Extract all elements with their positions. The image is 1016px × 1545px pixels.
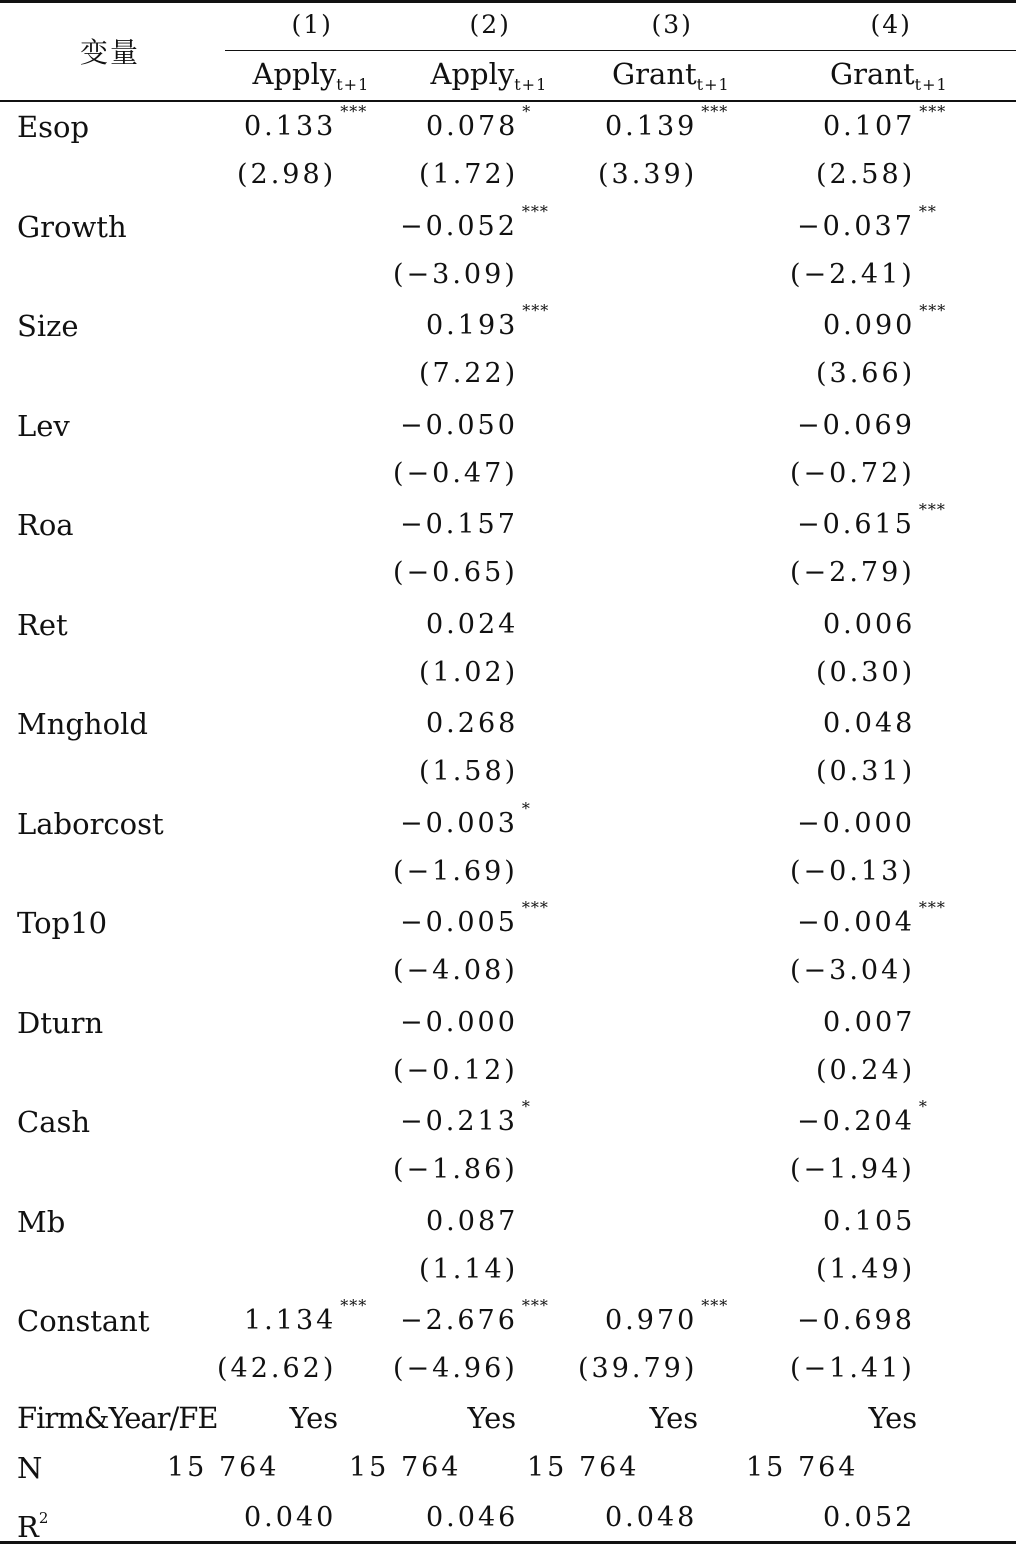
- row-label-ret: Ret: [17, 607, 68, 642]
- column-number-2: (2): [469, 10, 511, 39]
- bottom-rule: [0, 1541, 1016, 1544]
- row-label-lev: Lev: [17, 408, 70, 443]
- significance-stars: ***: [521, 898, 549, 917]
- row-label-roa: Roa: [17, 508, 74, 542]
- fe-cell: Yes: [868, 1401, 918, 1435]
- row-label-cash: Cash: [17, 1105, 91, 1139]
- t-stat-cell: (2.98): [237, 159, 337, 190]
- column-number-3: (3): [651, 10, 693, 39]
- column-dep-var-1: Apply$_{t+1}$: [252, 57, 370, 94]
- coef-cell: 0.087: [426, 1205, 519, 1237]
- significance-stars: ***: [701, 102, 729, 121]
- fe-cell: Yes: [289, 1401, 339, 1435]
- significance-stars: ***: [701, 1296, 729, 1315]
- coef-cell: −0.003 *: [400, 798, 531, 839]
- t-stat-cell: (2.58): [816, 159, 916, 190]
- t-stat-cell: (39.79): [578, 1353, 698, 1384]
- n-cell: 15 764: [746, 1452, 859, 1483]
- t-stat-cell: (1.14): [419, 1253, 519, 1285]
- n-cell: 15 764: [527, 1452, 640, 1483]
- t-stat-cell: (−0.65): [393, 557, 518, 588]
- n-cell: 15 764: [349, 1452, 462, 1483]
- coef-cell: −0.004 ***: [797, 898, 946, 938]
- coef-cell: −0.204 *: [797, 1097, 928, 1137]
- r2-cell: 0.048: [605, 1502, 698, 1533]
- row-label-growth: Growth: [17, 209, 127, 244]
- t-stat-cell: (1.72): [419, 159, 519, 190]
- row-label-dturn: Dturn: [17, 1005, 104, 1040]
- t-stat-cell: (0.31): [816, 756, 916, 787]
- coef-cell: −0.037 **: [797, 201, 937, 242]
- t-stat-cell: (−4.08): [393, 955, 518, 986]
- t-stat-cell: (−1.86): [393, 1154, 518, 1185]
- row-label-top10: Top10: [17, 906, 108, 940]
- t-stat-cell: (42.62): [217, 1353, 337, 1384]
- t-stat-cell: (3.39): [598, 159, 698, 190]
- t-stat-cell: (−4.96): [393, 1353, 518, 1384]
- coef-cell: 0.048: [823, 708, 916, 739]
- significance-stars: ***: [522, 301, 550, 320]
- t-stat-cell: (−1.69): [393, 855, 518, 887]
- row-label-esop: Esop: [17, 110, 90, 144]
- significance-stars: ***: [919, 301, 947, 320]
- row-label-fixed-effects: Firm&Year/FE: [17, 1401, 218, 1435]
- r2-cell: 0.046: [426, 1502, 519, 1533]
- significance-stars: ***: [521, 1296, 549, 1315]
- significance-stars: ***: [918, 500, 946, 519]
- row-label-mnghold: Mnghold: [17, 707, 148, 741]
- significance-stars: *: [521, 1097, 531, 1116]
- t-stat-cell: (−2.79): [790, 557, 915, 588]
- coef-cell: 0.078 *: [426, 102, 532, 142]
- column-dep-var-2: Apply$_{t+1}$: [430, 57, 548, 94]
- column-dep-var-3: Grant$_{t+1}$: [612, 57, 730, 94]
- significance-stars: *: [918, 1097, 928, 1116]
- significance-stars: *: [522, 102, 532, 121]
- t-stat-cell: (1.58): [419, 756, 519, 787]
- column-number-1: (1): [291, 10, 333, 39]
- coef-cell: 0.970 ***: [605, 1296, 729, 1336]
- row-label-n: N: [17, 1451, 43, 1485]
- coef-cell: 0.006: [823, 608, 916, 640]
- column-dep-var-4: Grant$_{t+1}$: [830, 57, 948, 94]
- coef-cell: 0.107 ***: [823, 102, 947, 142]
- row-label-r-squared: $R^2$: [17, 1509, 49, 1544]
- t-stat-cell: (−3.09): [393, 258, 518, 290]
- header-column-rule: [225, 50, 1016, 51]
- fe-cell: Yes: [467, 1401, 517, 1435]
- coef-cell: 0.133 ***: [244, 102, 368, 142]
- r2-cell: 0.052: [823, 1502, 916, 1533]
- coef-cell: −0.069: [797, 409, 915, 441]
- t-stat-cell: (−0.47): [393, 457, 518, 489]
- n-cell: 15 764: [167, 1452, 280, 1483]
- significance-stars: ***: [918, 898, 946, 917]
- coef-cell: 0.193 ***: [426, 301, 550, 341]
- t-stat-cell: (−0.13): [790, 855, 915, 887]
- significance-stars: *: [521, 798, 531, 818]
- t-stat-cell: (−2.41): [790, 258, 915, 290]
- coef-cell: −0.213 *: [400, 1097, 531, 1137]
- t-stat-cell: (7.22): [419, 358, 519, 389]
- t-stat-cell: (−3.04): [790, 955, 915, 986]
- coef-cell: −0.698: [797, 1305, 915, 1336]
- t-stat-cell: (−1.94): [790, 1154, 915, 1185]
- row-label-constant: Constant: [17, 1304, 150, 1338]
- significance-stars: ***: [919, 102, 947, 121]
- coef-cell: 0.268: [426, 708, 519, 739]
- t-stat-cell: (1.49): [816, 1253, 916, 1285]
- t-stat-cell: (0.30): [816, 656, 916, 688]
- fe-cell: Yes: [649, 1401, 699, 1435]
- t-stat-cell: (1.02): [419, 656, 519, 688]
- r2-cell: 0.040: [244, 1502, 337, 1533]
- coef-cell: −0.615 ***: [797, 500, 946, 540]
- significance-stars: **: [918, 201, 937, 221]
- coef-cell: −2.676 ***: [400, 1296, 549, 1336]
- coef-cell: 1.134 ***: [244, 1296, 368, 1336]
- coef-cell: 0.105: [823, 1205, 916, 1237]
- top-rule: [0, 0, 1016, 3]
- row-label-laborcost: Laborcost: [17, 806, 164, 841]
- significance-stars: ***: [521, 201, 549, 221]
- t-stat-cell: (−0.72): [790, 457, 915, 489]
- coef-cell: 0.090 ***: [823, 301, 947, 341]
- coef-cell: 0.007: [823, 1006, 916, 1038]
- column-number-4: (4): [870, 10, 912, 39]
- coef-cell: −0.052 ***: [400, 201, 549, 242]
- t-stat-cell: (0.24): [816, 1054, 916, 1086]
- coef-cell: −0.005 ***: [400, 898, 549, 938]
- t-stat-cell: (−0.12): [393, 1054, 518, 1086]
- significance-stars: ***: [340, 102, 368, 121]
- t-stat-cell: (−1.41): [790, 1353, 915, 1384]
- variable-header: 变量: [80, 36, 141, 69]
- coef-cell: −0.157: [400, 509, 518, 540]
- coef-cell: −0.000: [400, 1006, 518, 1038]
- coef-cell: 0.139 ***: [605, 102, 729, 142]
- significance-stars: ***: [340, 1296, 368, 1315]
- row-label-mb: Mb: [17, 1204, 66, 1239]
- t-stat-cell: (3.66): [816, 358, 916, 389]
- coef-cell: 0.024: [426, 608, 519, 640]
- coef-cell: −0.050: [400, 409, 518, 441]
- coef-cell: −0.000: [797, 807, 915, 839]
- row-label-size: Size: [17, 309, 79, 343]
